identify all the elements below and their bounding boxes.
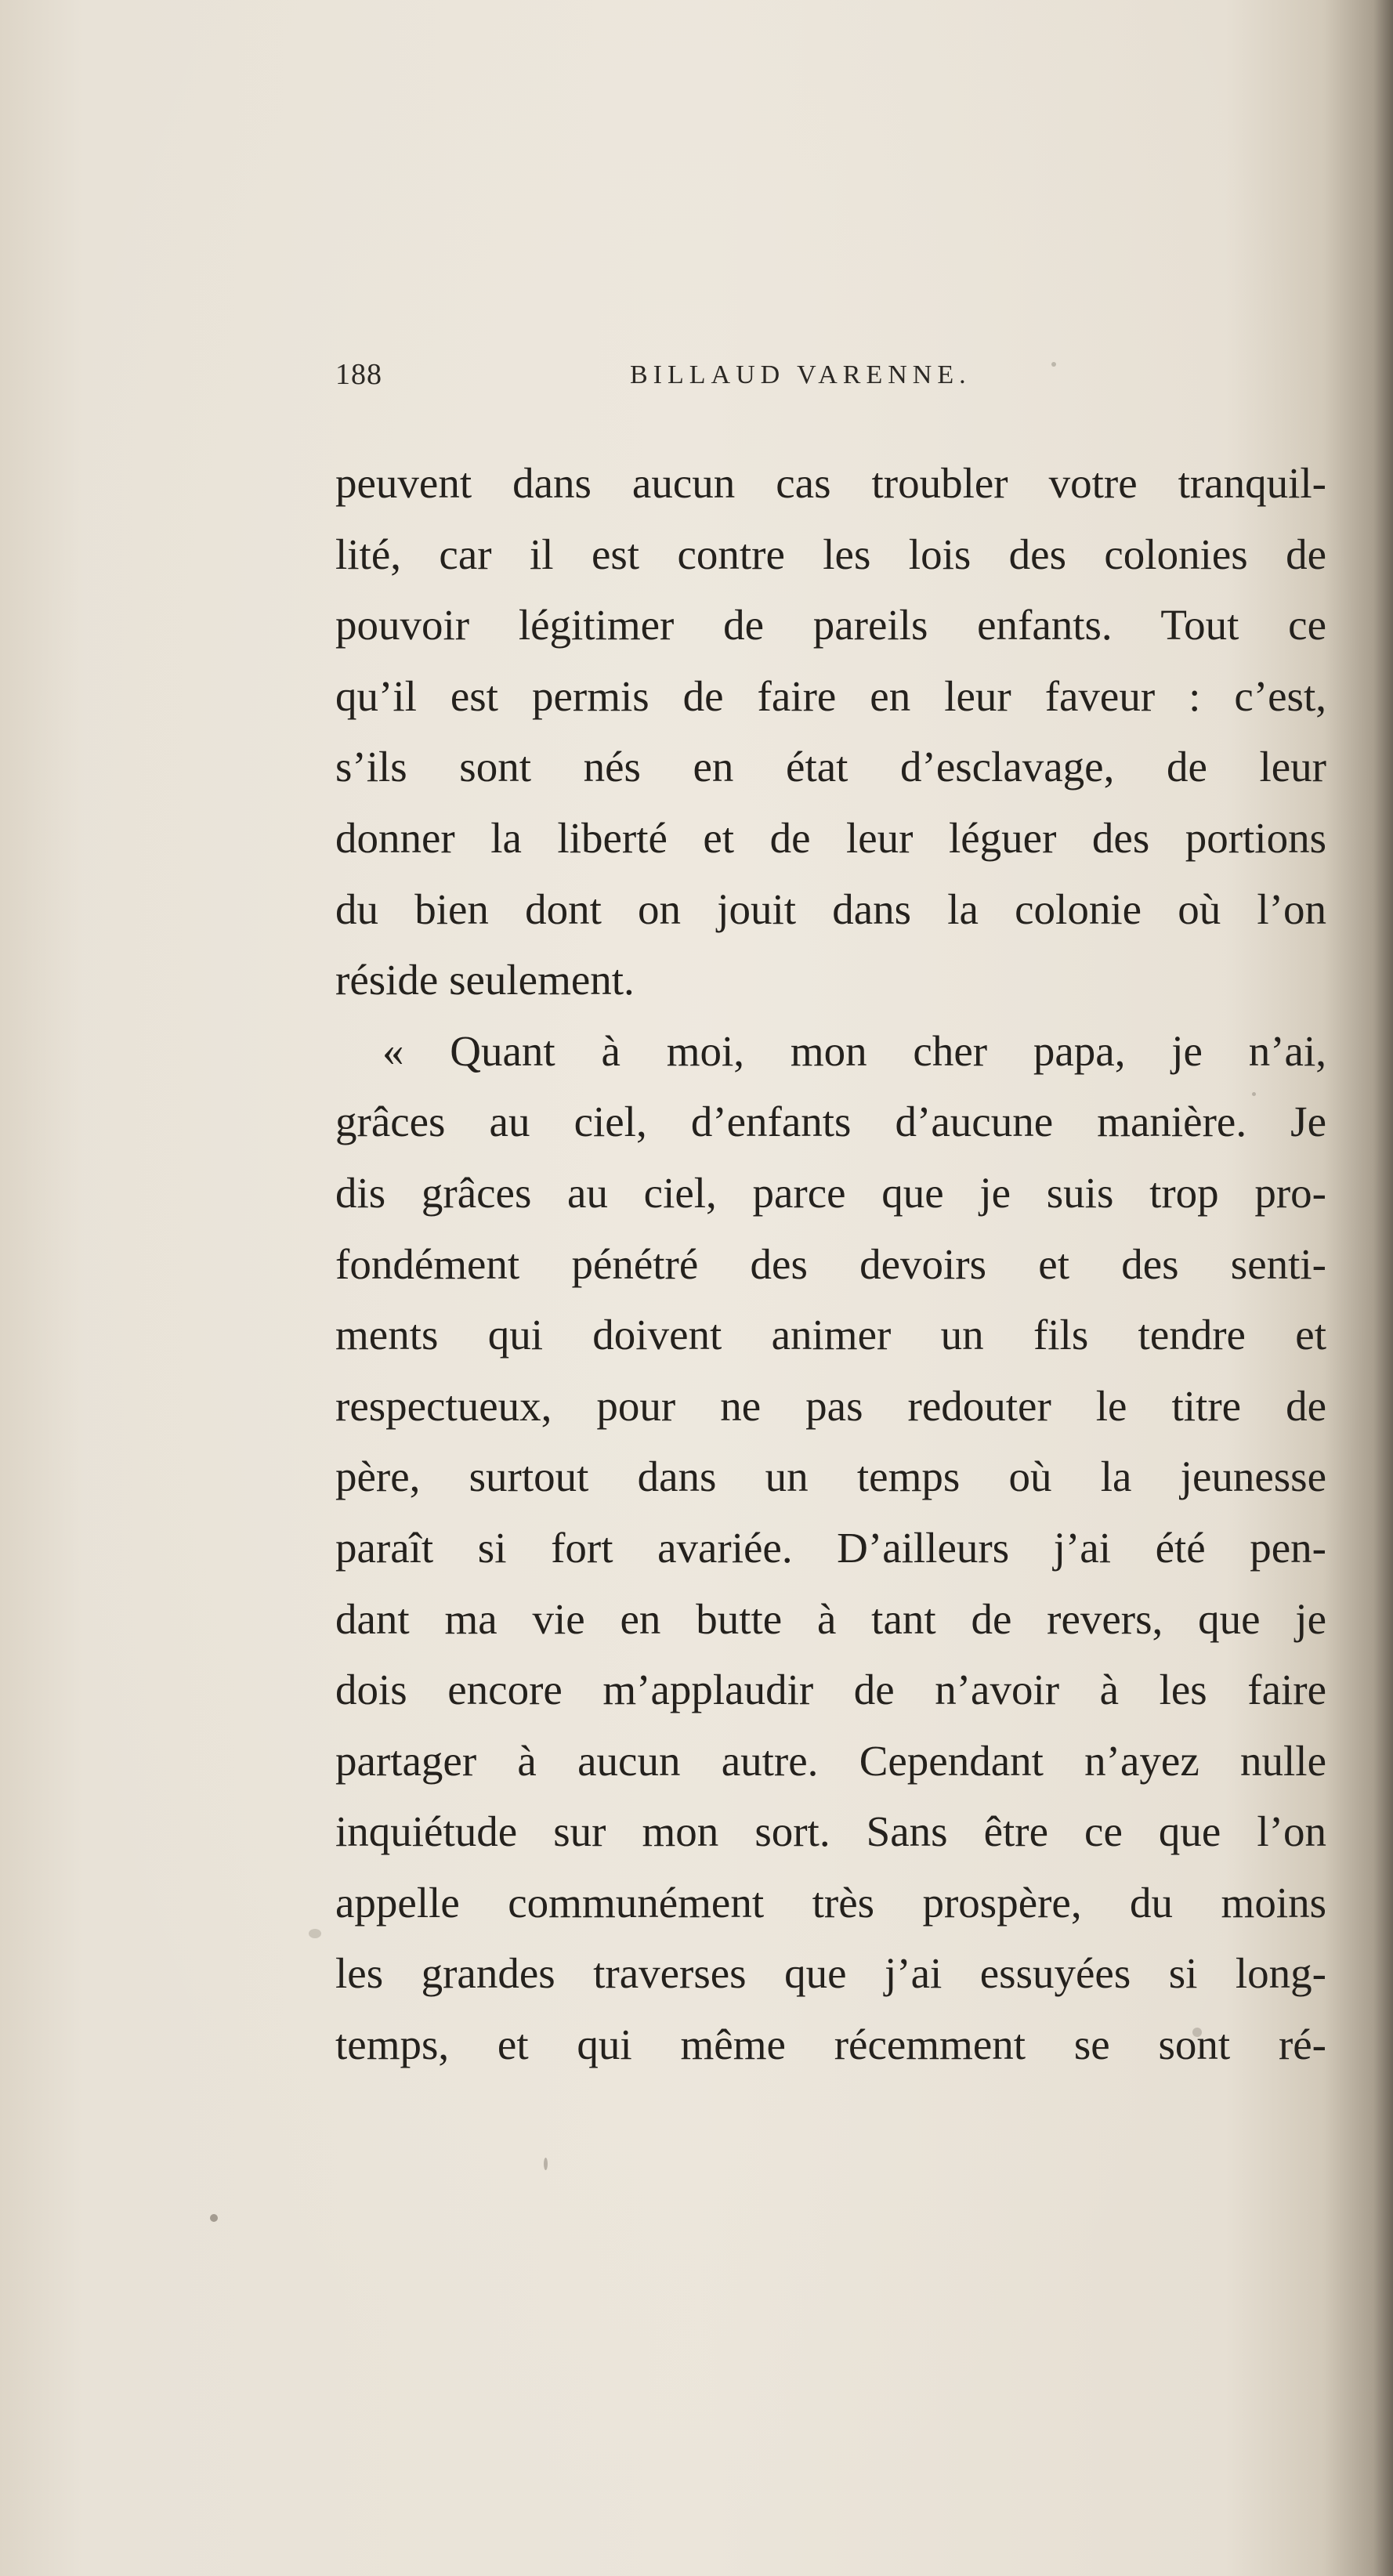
text-line: temps, et qui même récemment se sont ré- [335, 2021, 1326, 2069]
text-line: s’ils sont nés en état d’esclavage, de leur [335, 743, 1326, 791]
text-line: appelle communément très prospère, du moins [335, 1878, 1326, 1927]
text-line: réside seulement. [335, 956, 635, 1004]
text-line: pouvoir légitimer de pareils enfants. Tout ce [335, 601, 1326, 649]
text-line: les grandes traverses que j’ai essuyées si long- [335, 1949, 1326, 1998]
text-line: dis grâces au ciel, parce que je suis trop pro- [335, 1168, 1326, 1217]
text-line: respectueux, pour ne pas redouter le titre de [335, 1381, 1326, 1430]
text-line: dois encore m’applaudir de n’avoir à les faire [335, 1666, 1326, 1714]
paper-fleck [1192, 2028, 1202, 2037]
page-header [335, 357, 1059, 404]
text-line: partager à aucun autre. Cependant n’ayez nulle [335, 1736, 1326, 1785]
text-line: inquiétude sur mon sort. Sans être ce que l’on [335, 1807, 1326, 1856]
text-line: dant ma vie en butte à tant de revers, que je [335, 1594, 1326, 1643]
paper-fleck [309, 1929, 321, 1938]
paper-fleck [210, 2214, 218, 2222]
text-line: peuvent dans aucun cas troubler votre tranquil- [335, 459, 1326, 507]
text-line: « Quant à moi, mon cher papa, je n’ai, [382, 1026, 1326, 1075]
text-line: du bien dont on jouit dans la colonie où l’on [335, 885, 1326, 933]
text-line: grâces au ciel, d’enfants d’aucune manière. Je [335, 1098, 1326, 1146]
text-line: donner la liberté et de leur léguer des portions [335, 813, 1326, 862]
text-line: ments qui doivent animer un fils tendre et [335, 1311, 1326, 1359]
text-line: lité, car il est contre les lois des colonies de [335, 530, 1326, 578]
paper-fleck [1051, 362, 1056, 367]
page-number: 188 [335, 358, 382, 391]
text-line: qu’il est permis de faire en leur faveur : c’est, [335, 671, 1326, 720]
running-head: BILLAUD VARENNE. [630, 360, 971, 389]
text-line: fondément pénétré des devoirs et des senti- [335, 1239, 1326, 1288]
paper-fleck [1252, 1092, 1256, 1096]
text-line: paraît si fort avariée. D’ailleurs j’ai été pen- [335, 1523, 1326, 1572]
body-text [335, 448, 1326, 2081]
text-line: père, surtout dans un temps où la jeunesse [335, 1453, 1326, 1501]
paper-fleck [544, 2158, 548, 2170]
